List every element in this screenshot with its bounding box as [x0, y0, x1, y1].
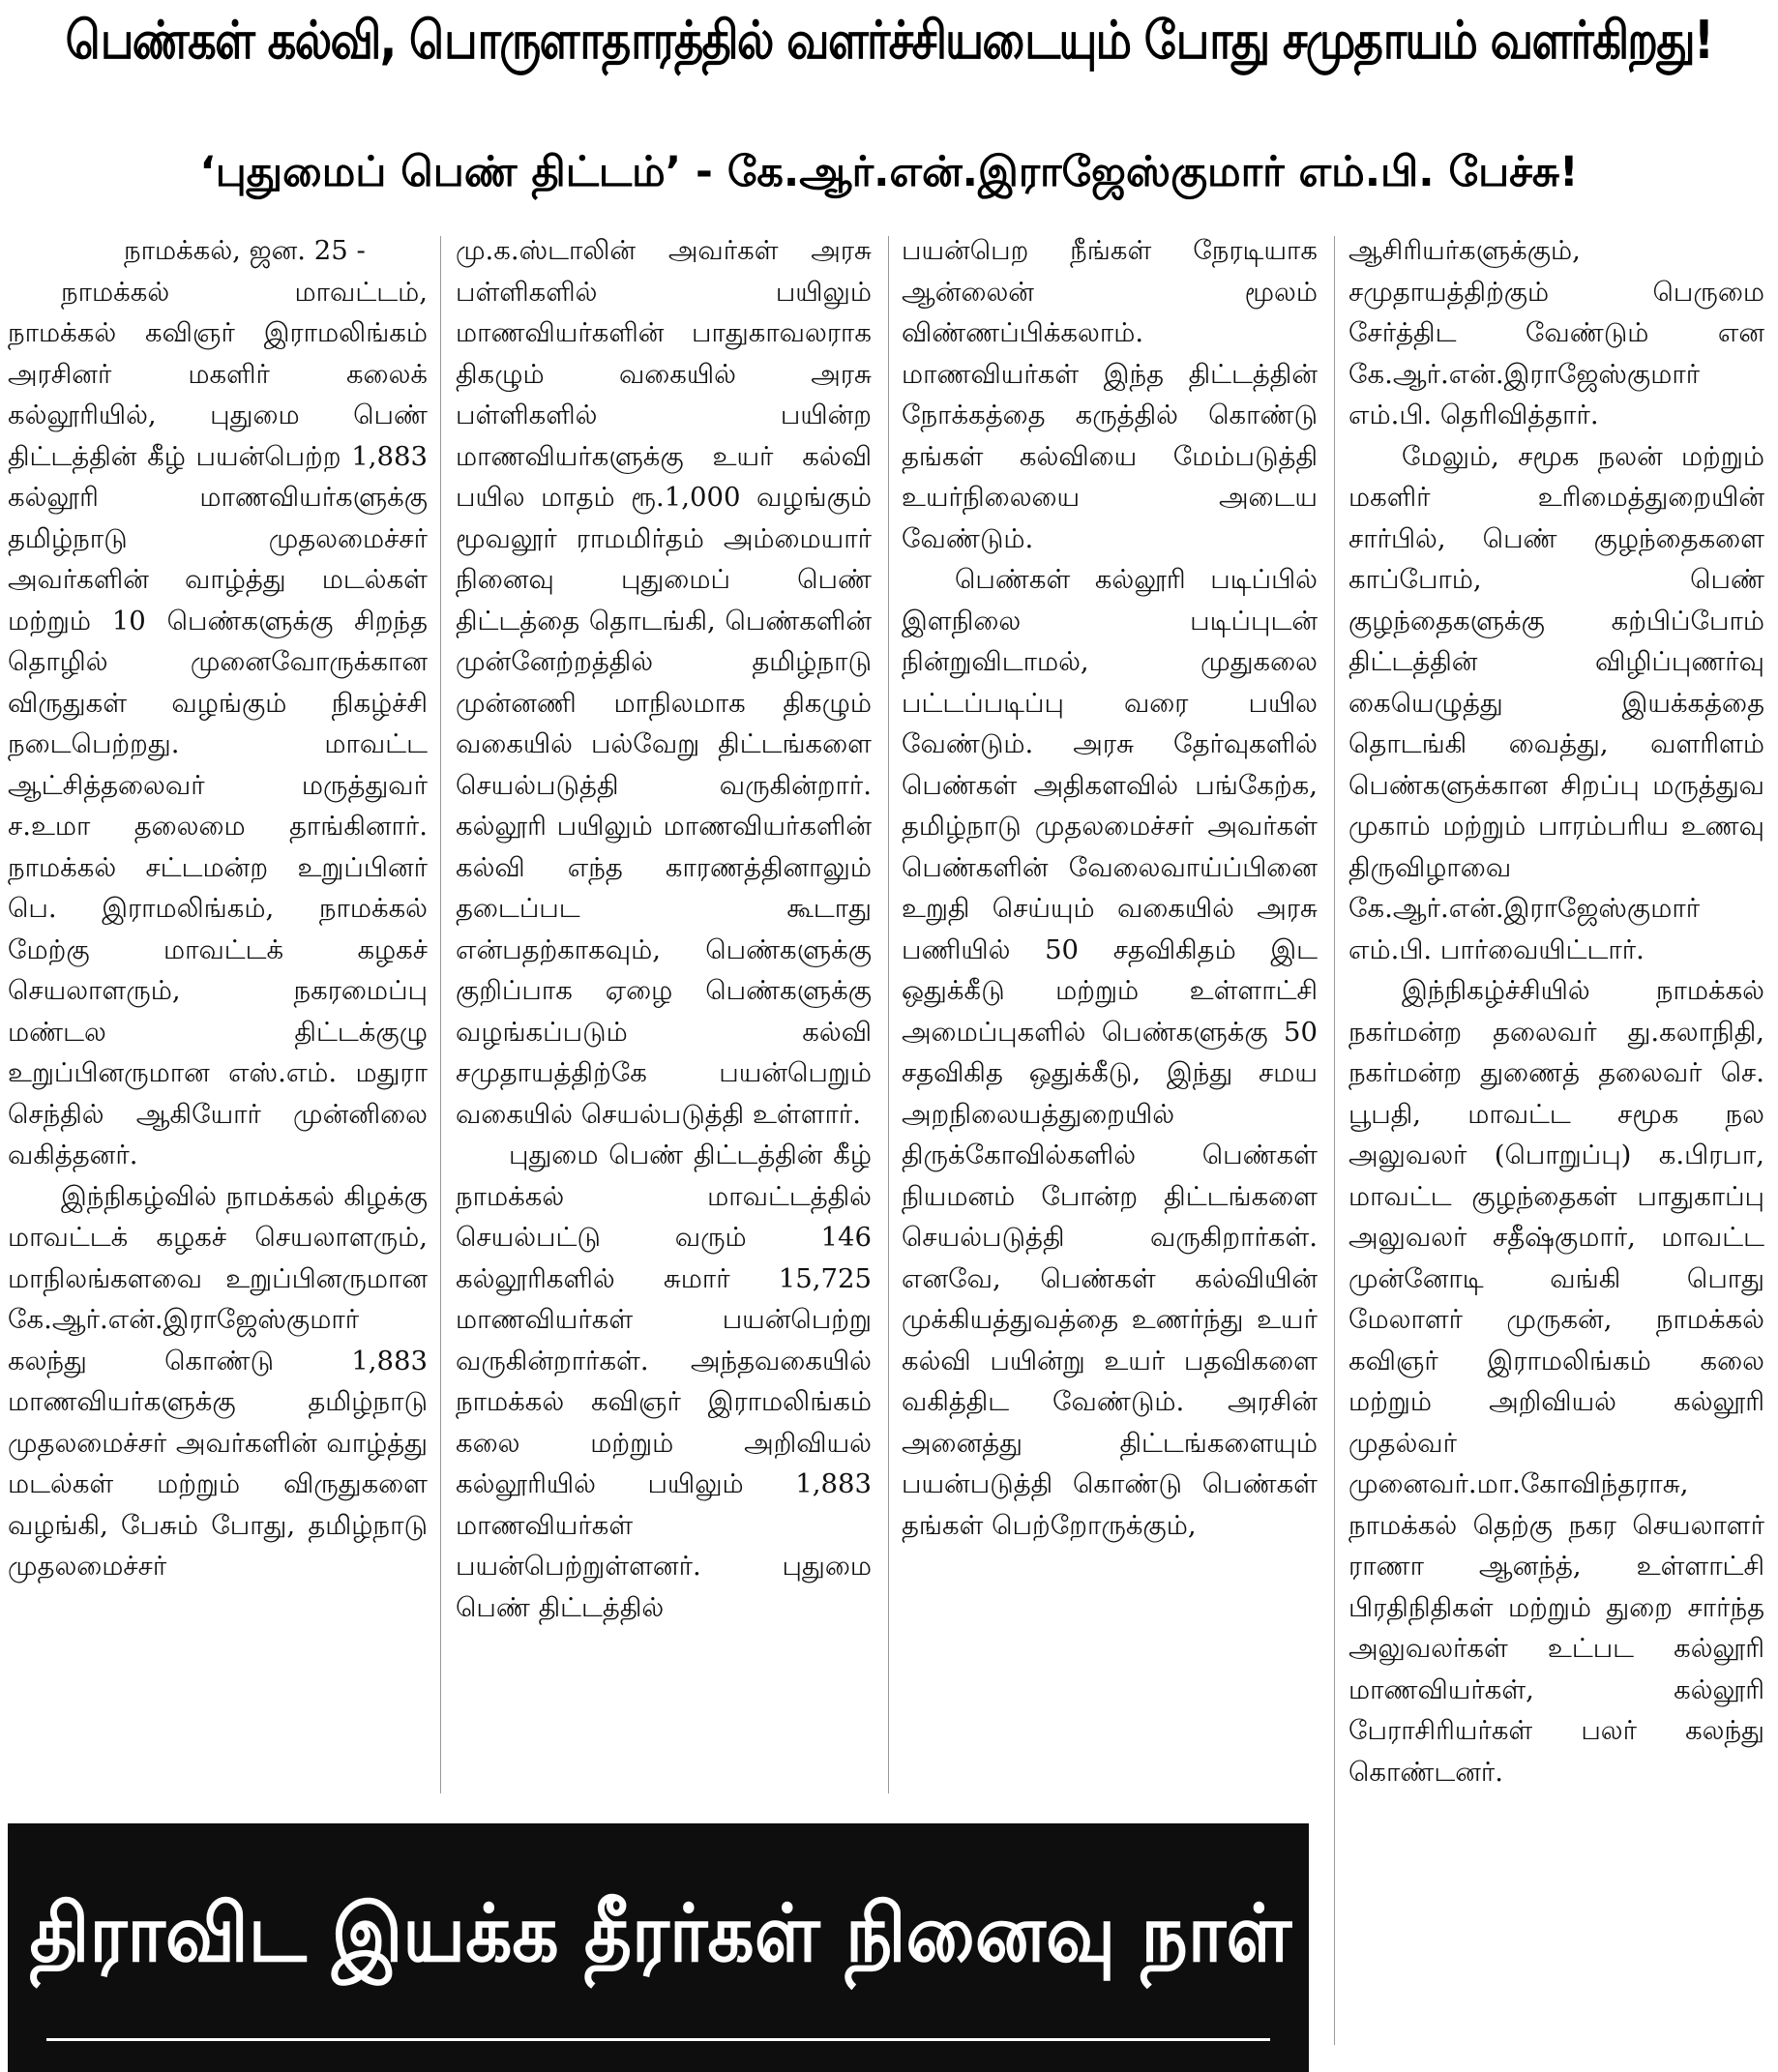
- paragraph: பெண்கள் கல்லூரி படிப்பில் இளநிலை படிப்புடன் நின்றுவிடாமல், முதுகலை பட்டப்படிப்பு வரை பயில வேண்டும். அரசு தேர்வுகளில் பெண்கள் அதிகளவில் பங்கேற்க, தமிழ்நாடு முதலமைச்சர் அவர்கள் பெண்களின் வேலைவாய்ப்பினை உறுதி செய்யும் வகையில் அரசு பணியில் 50 சதவிகிதம் இட ஒதுக்கீடு மற்றும் உள்ளாட்சி அமைப்புகளில் பெண்களுக்கு 50 சதவிகித ஒதுக்கீடு, இந்து சமய அறநிலையத்துறையில் திருக்கோவில்களில் பெண்கள் நியமனம் போன்ற திட்டங்களை செயல்படுத்தி வருகிறார்கள். எனவே, பெண்கள் கல்வியின் முக்கியத்துவத்தை உணர்ந்து உயர் கல்வி பயின்று உயர் பதவிகளை வகித்திட வேண்டும். அரசின் அனைத்து திட்டங்களையும் பயன்படுத்தி கொண்டு பெண்கள் தங்கள் பெற்றோருக்கும்,: [902, 564, 1318, 1541]
- article-column-2: [456, 230, 872, 1807]
- banner-title: திராவிட இயக்க தீரர்கள் நினைவு நாள்: [29, 1888, 1292, 1980]
- paragraph: ஆசிரியர்களுக்கும், சமுதாயத்திற்கும் பெருமை சேர்த்திட வேண்டும் என கே.ஆர்.என்.இராஜேஸ்குமார் எம்.பி. தெரிவித்தார்.: [1348, 235, 1764, 430]
- article-column-4: [1348, 230, 1764, 2058]
- paragraph: நாமக்கல் மாவட்டம், நாமக்கல் கவிஞர் இராமலிங்கம் அரசினர் மகளிர் கலைக் கல்லூரியில், புதுமை பெண் திட்டத்தின் கீழ் பயன்பெற்ற 1,883 கல்லூரி மாணவியர்களுக்கு தமிழ்நாடு முதலமைச்சர் அவர்களின் வாழ்த்து மடல்கள் மற்றும் 10 பெண்களுக்கு சிறந்த தொழில் முனைவோருக்கான விருதுகள் வழங்கும் நிகழ்ச்சி நடைபெற்றது. மாவட்ட ஆட்சித்தலைவர் மருத்துவர் ச.உமா தலைமை தாங்கினார். நாமக்கல் சட்டமன்ற உறுப்பினர் பெ. இராமலிங்கம், நாமக்கல் மேற்கு மாவட்டக் கழகச் செயலாளரும், நகரமைப்பு மண்டல திட்டக்குழு உறுப்பினருமான எஸ்.எம். மதுரா செந்தில் ஆகியோர் முன்னிலை வகித்தனர்.: [8, 276, 428, 1170]
- memorial-day-banner: [8, 1823, 1309, 2072]
- headline: பெண்கள் கல்வி, பொருளாதாரத்தில் வளர்ச்சியடையும் போது சமுதாயம் வளர்கிறது!: [65, 9, 1713, 71]
- paragraph: மேலும், சமூக நலன் மற்றும் மகளிர் உரிமைத்துறையின் சார்பில், பெண் குழந்தைகளை காப்போம், பெண் குழந்தைகளுக்கு கற்பிப்போம் திட்டத்தின் விழிப்புணர்வு கையெழுத்து இயக்கத்தை தொடங்கி வைத்து, வளரிளம் பெண்களுக்கான சிறப்பு மருத்துவ முகாம் மற்றும் பாரம்பரிய உணவு திருவிழாவை கே.ஆர்.என்.இராஜேஸ்குமார் எம்.பி. பார்வையிட்டார்.: [1348, 440, 1764, 965]
- article-column-1: [8, 230, 428, 1807]
- paragraph: பயன்பெற நீங்கள் நேரடியாக ஆன்லைன் மூலம் விண்ணப்பிக்கலாம். மாணவியர்கள் இந்த திட்டத்தின் நோக்கத்தை கருத்தில் கொண்டு தங்கள் கல்வியை மேம்படுத்தி உயர்நிலையை அடைய வேண்டும்.: [902, 235, 1318, 554]
- column-divider: [1334, 236, 1335, 2045]
- paragraph: புதுமை பெண் திட்டத்தின் கீழ் நாமக்கல் மாவட்டத்தில் செயல்பட்டு வரும் 146 கல்லூரிகளில் சுமார் 15,725 மாணவியர்கள் பயன்பெற்று வருகின்றார்கள். அந்தவகையில் நாமக்கல் கவிஞர் இராமலிங்கம் கலை மற்றும் அறிவியல் கல்லூரியில் பயிலும் 1,883 மாணவியர்கள் பயன்பெற்றுள்ளனர். புதுமை பெண் திட்டத்தில்: [456, 1140, 872, 1623]
- subheadline: ‘புதுமைப் பெண் திட்டம்’ - கே.ஆர்.என்.இராஜேஸ்குமார் எம்.பி. பேச்சு!: [199, 147, 1579, 196]
- column-divider: [440, 236, 441, 1793]
- paragraph: இந்நிகழ்வில் நாமக்கல் கிழக்கு மாவட்டக் கழகச் செயலாளரும், மாநிலங்களவை உறுப்பினருமான கே.ஆர்.என்.இராஜேஸ்குமார் கலந்து கொண்டு 1,883 மாணவியர்களுக்கு தமிழ்நாடு முதலமைச்சர் அவர்களின் வாழ்த்து மடல்கள் மற்றும் விருதுகளை வழங்கி, பேசும் போது, தமிழ்நாடு முதலமைச்சர்: [8, 1180, 428, 1582]
- banner-divider: [46, 2038, 1270, 2041]
- paragraph: மு.க.ஸ்டாலின் அவர்கள் அரசு பள்ளிகளில் பயிலும் மாணவியர்களின் பாதுகாவலராக திகழும் வகையில் அரசு பள்ளிகளில் பயின்ற மாணவியர்களுக்கு உயர் கல்வி பயில மாதம் ரூ.1,000 வழங்கும் மூவலூர் ராமமிர்தம் அம்மையார் நினைவு புதுமைப் பெண் திட்டத்தை தொடங்கி, பெண்களின் முன்னேற்றத்தில் தமிழ்நாடு முன்னணி மாநிலமாக திகழும் வகையில் பல்வேறு திட்டங்களை செயல்படுத்தி வருகின்றார். கல்லூரி பயிலும் மாணவியர்களின் கல்வி எந்த காரணத்தினாலும் தடைப்பட கூடாது என்பதற்காகவும், பெண்களுக்கு குறிப்பாக ஏழை பெண்களுக்கு வழங்கப்படும் கல்வி சமுதாயத்திற்கே பயன்பெறும் வகையில் செயல்படுத்தி உள்ளார்.: [456, 235, 872, 1130]
- article-column-3: [902, 230, 1318, 1807]
- column-divider: [888, 236, 889, 1793]
- paragraph: இந்நிகழ்ச்சியில் நாமக்கல் நகர்மன்ற தலைவர் து.கலாநிதி, நகர்மன்ற துணைத் தலைவர் செ. பூபதி, மாவட்ட சமூக நல அலுவலர் (பொறுப்பு) க.பிரபா, மாவட்ட குழந்தைகள் பாதுகாப்பு அலுவலர் சதீஷ்குமார், மாவட்ட முன்னோடி வங்கி பொது மேலாளர் முருகன், நாமக்கல் கவிஞர் இராமலிங்கம் கலை மற்றும் அறிவியல் கல்லூரி முதல்வர் முனைவர்.மா.கோவிந்தராசு, நாமக்கல் தெற்கு நகர செயலாளர் ராணா ஆனந்த், உள்ளாட்சி பிரதிநிதிகள் மற்றும் துறை சார்ந்த அலுவலர்கள் உட்பட கல்லூரி மாணவியர்கள், கல்லூரி பேராசிரியர்கள் பலர் கலந்து கொண்டனர்.: [1348, 975, 1764, 1788]
- dateline: நாமக்கல், ஜன. 25 -: [124, 235, 366, 266]
